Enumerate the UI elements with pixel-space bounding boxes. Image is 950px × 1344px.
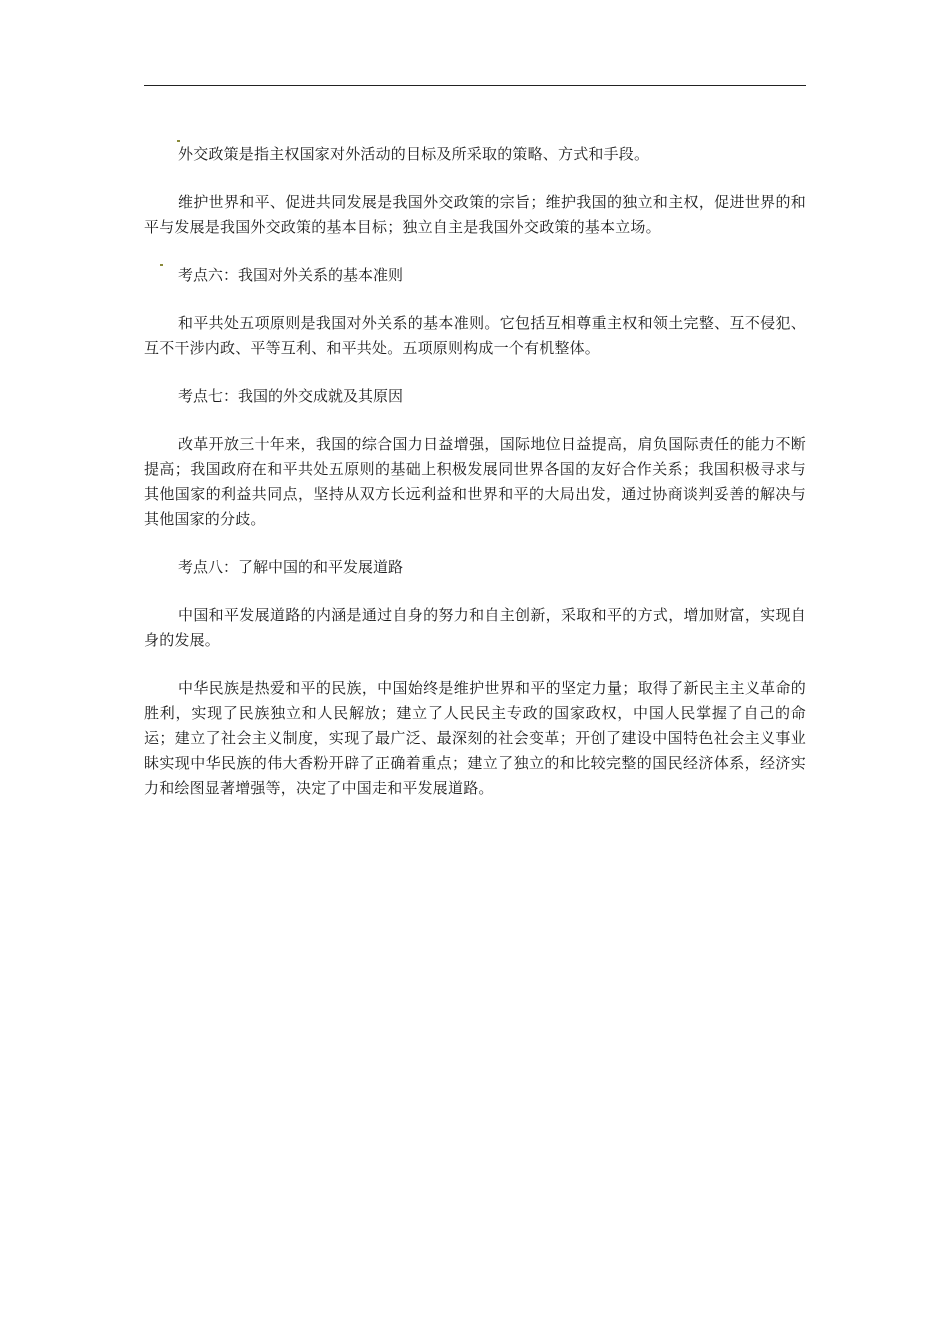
paragraph-peaceful-development: 中国和平发展道路的内涵是通过自身的努力和自主创新，采取和平的方式，增加财富，实现自身的发展。 [144, 606, 806, 649]
paragraph-definition: 外交政策是指主权国家对外活动的目标及所采取的策略、方式和手段。 [178, 145, 650, 163]
document-body [144, 142, 806, 801]
paragraph-five-principles: 和平共处五项原则是我国对外关系的基本准则。它包括互相尊重主权和领土完整、互不侵犯、互不干涉内政、平等互利、和平共处。五项原则构成一个有机整体。 [144, 314, 806, 357]
section-heading-6: 考点六：我国对外关系的基本准则 [178, 266, 404, 284]
paragraph-purpose: 维护世界和平、促进共同发展是我国外交政策的宗旨；维护我国的独立和主权，促进世界的和平与发展是我国外交政策的基本目标；独立自主是我国外交政策的基本立场。 [144, 193, 806, 236]
section-heading-8: 考点八：了解中国的和平发展道路 [178, 558, 404, 576]
paragraph-achievements: 改革开放三十年来，我国的综合国力日益增强，国际地位日益提高，肩负国际责任的能力不断提高；我国政府在和平共处五原则的基础上积极发展同世界各国的友好合作关系；我国积极寻求与其他国家的利益共同点，坚持从双方长远利益和世界和平的大局出发，通过协商谈判妥善的解决与其他国家的分歧。 [144, 435, 806, 528]
paragraph-chinese-nation: 中华民族是热爱和平的民族，中国始终是维护世界和平的坚定力量；取得了新民主主义革命的胜利，实现了民族独立和人民解放；建立了人民民主专政的国家政权，中国人民掌握了自己的命运；建立了社会主义制度，实现了最广泛、最深刻的社会变革；开创了建设中国特色社会主义事业眛实现中华民族的伟大香粉开辟了正确着重点；建立了独立的和比较完整的国民经济体系，经济实力和绘图显著增强等，决定了中国走和平发展道路。 [144, 679, 806, 797]
section-heading-7: 考点七：我国的外交成就及其原因 [178, 387, 404, 405]
header-rule [144, 85, 806, 86]
